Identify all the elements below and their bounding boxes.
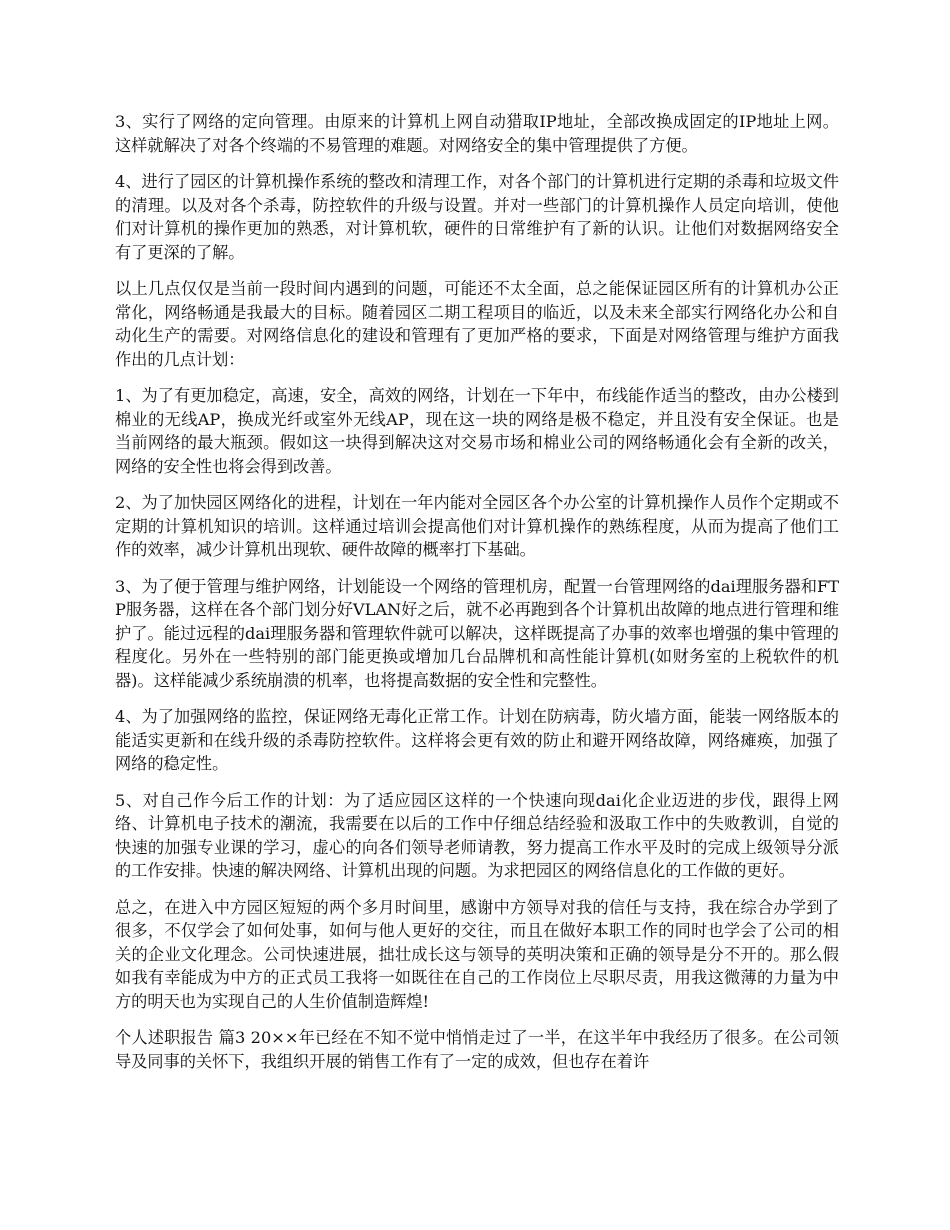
paragraph-conclusion: 总之，在进入中方园区短短的两个多月时间里，感谢中方领导对我的信任与支持，我在综合办学到了很多，不仅学会了如何处事，如何与他人更好的交往，而且在做好本职工作的同时也学会了公司的相关的企业文化理念。公司快速进展，拙壮成长这与领导的英明决策和正确的领导是分不开的。那么假如我有幸能成为中方的正式员工我将一如既往在自己的工作岗位上尽职尽责，用我这微薄的力量为中方的明天也为实现自己的人生价值制造辉煌! bbox=[115, 897, 839, 1011]
paragraph-plan-5-self-plan: 5、对自己作今后工作的计划：为了适应园区这样的一个快速向现dai化企业迈进的步伐，跟得上网络、计算机电子技术的潮流，我需要在以后的工作中仔细总结经验和汲取工作中的失败教训，自觉的快速的加强专业课的学习，虚心的向各们领导老师请教，努力提高工作水平及时的完成上级领导分派的工作安排。快速的解决网络、计算机出现的问题。为求把园区的网络信息化的工作做的更好。 bbox=[115, 790, 839, 880]
paragraph-summary-and-plan-intro: 以上几点仅仅是当前一段时间内遇到的问题，可能还不太全面，总之能保证园区所有的计算机办公正常化，网络畅通是我最大的目标。随着园区二期工程项目的临近，以及未来全部实行网络化办公和自动化生产的需要。对网络信息化的建设和管理有了更加严格的要求，下面是对网络管理与维护方面我作出的几点计划： bbox=[115, 279, 839, 369]
paragraph-plan-3-management-room: 3、为了便于管理与维护网络，计划能设一个网络的管理机房，配置一台管理网络的dai理服务器和FTP服务器，这样在各个部门划分好VLAN好之后，就不必再跑到各个计算机出故障的地点进行管理和维护了。能过远程的dai理服务器和管理软件就可以解决，这样既提高了办事的效率也增强的集中管理的程度化。另外在一些特别的部门能更换或增加几台品牌机和高性能计算机(如财务室的上税软件的机器)。这样能减少系统崩溃的机率，也将提高数据的安全性和完整性。 bbox=[115, 576, 839, 690]
document-body bbox=[115, 110, 839, 1086]
paragraph-report-3-intro: 个人述职报告 篇3 20××年已经在不知不觉中悄悄走过了一半，在这半年中我经历了很多。在公司领导及同事的关怀下，我组织开展的销售工作有了一定的成效，但也存在着许 bbox=[115, 1028, 839, 1071]
paragraph-plan-4-monitoring: 4、为了加强网络的监控，保证网络无毒化正常工作。计划在防病毒，防火墙方面，能装一网络版本的能适实更新和在线升级的杀毒防控软件。这样将会更有效的防止和避开网络故障，网络瘫痪，加强了网络的稳定性。 bbox=[115, 707, 839, 773]
paragraph-plan-2-training: 2、为了加快园区网络化的进程，计划在一年内能对全园区各个办公室的计算机操作人员作个定期或不定期的计算机知识的培训。这样通过培训会提高他们对计算机操作的熟练程度，从而为提高了他们工作的效率，减少计算机出现软、硬件故障的概率打下基础。 bbox=[115, 493, 839, 559]
paragraph-plan-1-network-stability: 1、为了有更加稳定，高速，安全，高效的网络，计划在一下年中，布线能作适当的整改，由办公楼到棉业的无线AP，换成光纤或室外无线AP，现在这一块的网络是极不稳定，并且没有安全保证。也是当前网络的最大瓶颈。假如这一块得到解决这对交易市场和棉业公司的网络畅通化会有全新的改关，网络的安全性也将会得到改善。 bbox=[115, 386, 839, 476]
paragraph-item-3-directional-management: 3、实行了网络的定向管理。由原来的计算机上网自动猎取IP地址，全部改换成固定的IP地址上网。这样就解决了对各个终端的不易管理的难题。对网络安全的集中管理提供了方便。 bbox=[115, 112, 839, 155]
paragraph-item-4-os-cleanup: 4、进行了园区的计算机操作系统的整改和清理工作，对各个部门的计算机进行定期的杀毒和垃圾文件的清理。以及对各个杀毒，防控软件的升级与设置。并对一些部门的计算机操作人员定向培训，使他们对计算机的操作更加的熟悉，对计算机软，硬件的日常维护有了新的认识。让他们对数据网络安全有了更深的了解。 bbox=[115, 172, 839, 262]
